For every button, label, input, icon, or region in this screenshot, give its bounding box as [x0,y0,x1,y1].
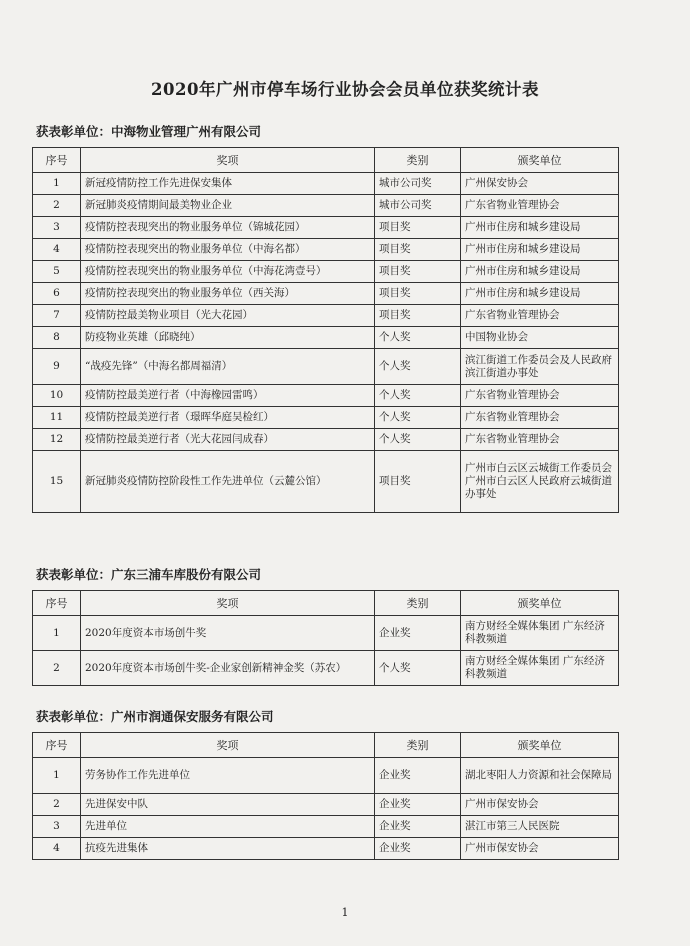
table-row [33,195,619,217]
row-issuer: 广州市保安协会 [461,838,619,860]
row-no: 1 [33,173,81,195]
row-no: 11 [33,407,81,429]
row-no: 15 [33,451,81,513]
table-row [33,385,619,407]
row-no: 4 [33,838,81,860]
row-award: 先进单位 [81,816,375,838]
row-issuer: 广东省物业管理协会 [461,429,619,451]
row-category: 项目奖 [375,451,461,513]
row-category: 个人奖 [375,407,461,429]
row-category: 个人奖 [375,651,461,686]
section-2-table [32,590,619,686]
row-no: 1 [33,758,81,794]
table-row [33,327,619,349]
row-category: 项目奖 [375,261,461,283]
row-category: 个人奖 [375,429,461,451]
table-row [33,217,619,239]
table-row [33,173,619,195]
section-2-rows [33,616,619,686]
header-no: 序号 [33,591,81,616]
header-no: 序号 [33,733,81,758]
row-issuer: 广东省物业管理协会 [461,385,619,407]
row-category: 城市公司奖 [375,173,461,195]
row-award: 疫情防控最美物业项目（光大花园） [81,305,375,327]
row-category: 个人奖 [375,327,461,349]
row-category: 企业奖 [375,838,461,860]
table-row [33,429,619,451]
row-issuer: 广州市住房和城乡建设局 [461,239,619,261]
section-1-label: 获表彰单位： [36,124,112,139]
section-3-rows [33,758,619,860]
header-award: 奖项 [81,591,375,616]
row-no: 5 [33,261,81,283]
header-category: 类别 [375,148,461,173]
row-category: 项目奖 [375,217,461,239]
section-1-heading [36,122,261,140]
row-no: 2 [33,794,81,816]
row-no: 6 [33,283,81,305]
row-issuer: 南方财经全媒体集团 广东经济科教频道 [461,651,619,686]
table-row [33,283,619,305]
row-issuer: 广州市保安协会 [461,794,619,816]
row-award: 抗疫先进集体 [81,838,375,860]
header-award: 奖项 [81,733,375,758]
header-issuer: 颁奖单位 [461,148,619,173]
row-no: 3 [33,217,81,239]
row-no: 4 [33,239,81,261]
row-issuer: 中国物业协会 [461,327,619,349]
header-award: 奖项 [81,148,375,173]
row-issuer: 广州市住房和城乡建设局 [461,261,619,283]
row-issuer: 南方财经全媒体集团 广东经济科教频道 [461,616,619,651]
table-row [33,305,619,327]
page-number: 1 [341,906,349,919]
row-award: 先进保安中队 [81,794,375,816]
row-award: 疫情防控最美逆行者（璟晖华庭吴检红） [81,407,375,429]
row-no: 2 [33,195,81,217]
table-header-row [33,148,619,173]
header-issuer: 颁奖单位 [461,733,619,758]
page-title: 2020年广州市停车场行业协会会员单位获奖统计表 [151,80,539,99]
section-1-unit: 中海物业管理广州有限公司 [111,124,262,139]
row-award: 疫情防控表现突出的物业服务单位（中海名都） [81,239,375,261]
row-no: 3 [33,816,81,838]
table-row [33,239,619,261]
section-3-unit: 广州市润通保安服务有限公司 [111,709,274,724]
table-row [33,407,619,429]
table-row [33,451,619,513]
row-category: 企业奖 [375,816,461,838]
row-category: 企业奖 [375,758,461,794]
row-issuer: 广东省物业管理协会 [461,305,619,327]
row-issuer: 广州市住房和城乡建设局 [461,217,619,239]
row-issuer: 广东省物业管理协会 [461,407,619,429]
section-2-label: 获表彰单位： [36,567,112,582]
row-award: 2020年度资本市场创牛奖-企业家创新精神金奖（苏农） [81,651,375,686]
row-award: 疫情防控表现突出的物业服务单位（锦城花园） [81,217,375,239]
header-category: 类别 [375,733,461,758]
table-row [33,758,619,794]
row-category: 企业奖 [375,616,461,651]
row-award: 新冠疫情防控工作先进保安集体 [81,173,375,195]
row-issuer: 湛江市第三人民医院 [461,816,619,838]
row-no: 7 [33,305,81,327]
table-header-row [33,733,619,758]
row-category: 个人奖 [375,385,461,407]
table-row [33,794,619,816]
row-no: 1 [33,616,81,651]
row-category: 项目奖 [375,239,461,261]
table-row [33,349,619,385]
row-category: 城市公司奖 [375,195,461,217]
row-no: 2 [33,651,81,686]
row-award: 疫情防控最美逆行者（光大花园闫成春） [81,429,375,451]
row-award: 劳务协作工作先进单位 [81,758,375,794]
row-category: 项目奖 [375,283,461,305]
table-row [33,651,619,686]
row-issuer: 广东省物业管理协会 [461,195,619,217]
section-3-heading [36,707,274,725]
section-3-label: 获表彰单位： [36,709,112,724]
row-award: 防疫物业英雄（邱晓纯） [81,327,375,349]
table-header-row [33,591,619,616]
row-no: 12 [33,429,81,451]
row-issuer: 广州市白云区云城街工作委员会广州市白云区人民政府云城街道办事处 [461,451,619,513]
section-1-rows [33,173,619,513]
section-3-table [32,732,619,860]
row-category: 企业奖 [375,794,461,816]
table-row [33,616,619,651]
row-issuer: 广州市住房和城乡建设局 [461,283,619,305]
row-award: 新冠肺炎疫情期间最美物业企业 [81,195,375,217]
table-row [33,838,619,860]
table-row [33,261,619,283]
row-no: 10 [33,385,81,407]
row-issuer: 湖北枣阳人力资源和社会保障局 [461,758,619,794]
section-2-unit: 广东三浦车库股份有限公司 [111,567,262,582]
row-no: 9 [33,349,81,385]
header-issuer: 颁奖单位 [461,591,619,616]
section-1-table [32,147,619,513]
section-2-heading [36,565,261,583]
table-row [33,816,619,838]
header-no: 序号 [33,148,81,173]
row-category: 项目奖 [375,305,461,327]
row-award: 疫情防控表现突出的物业服务单位（西关海） [81,283,375,305]
row-issuer: 广州保安协会 [461,173,619,195]
row-award: 新冠肺炎疫情防控阶段性工作先进单位（云麓公馆） [81,451,375,513]
row-issuer: 滨江街道工作委员会及人民政府滨江街道办事处 [461,349,619,385]
row-award: 2020年度资本市场创牛奖 [81,616,375,651]
row-category: 个人奖 [375,349,461,385]
row-award: 疫情防控最美逆行者（中海橡园雷鸣） [81,385,375,407]
row-no: 8 [33,327,81,349]
row-award: 疫情防控表现突出的物业服务单位（中海花湾壹号） [81,261,375,283]
row-award: “战疫先锋”（中海名都周福清） [81,349,375,385]
header-category: 类别 [375,591,461,616]
